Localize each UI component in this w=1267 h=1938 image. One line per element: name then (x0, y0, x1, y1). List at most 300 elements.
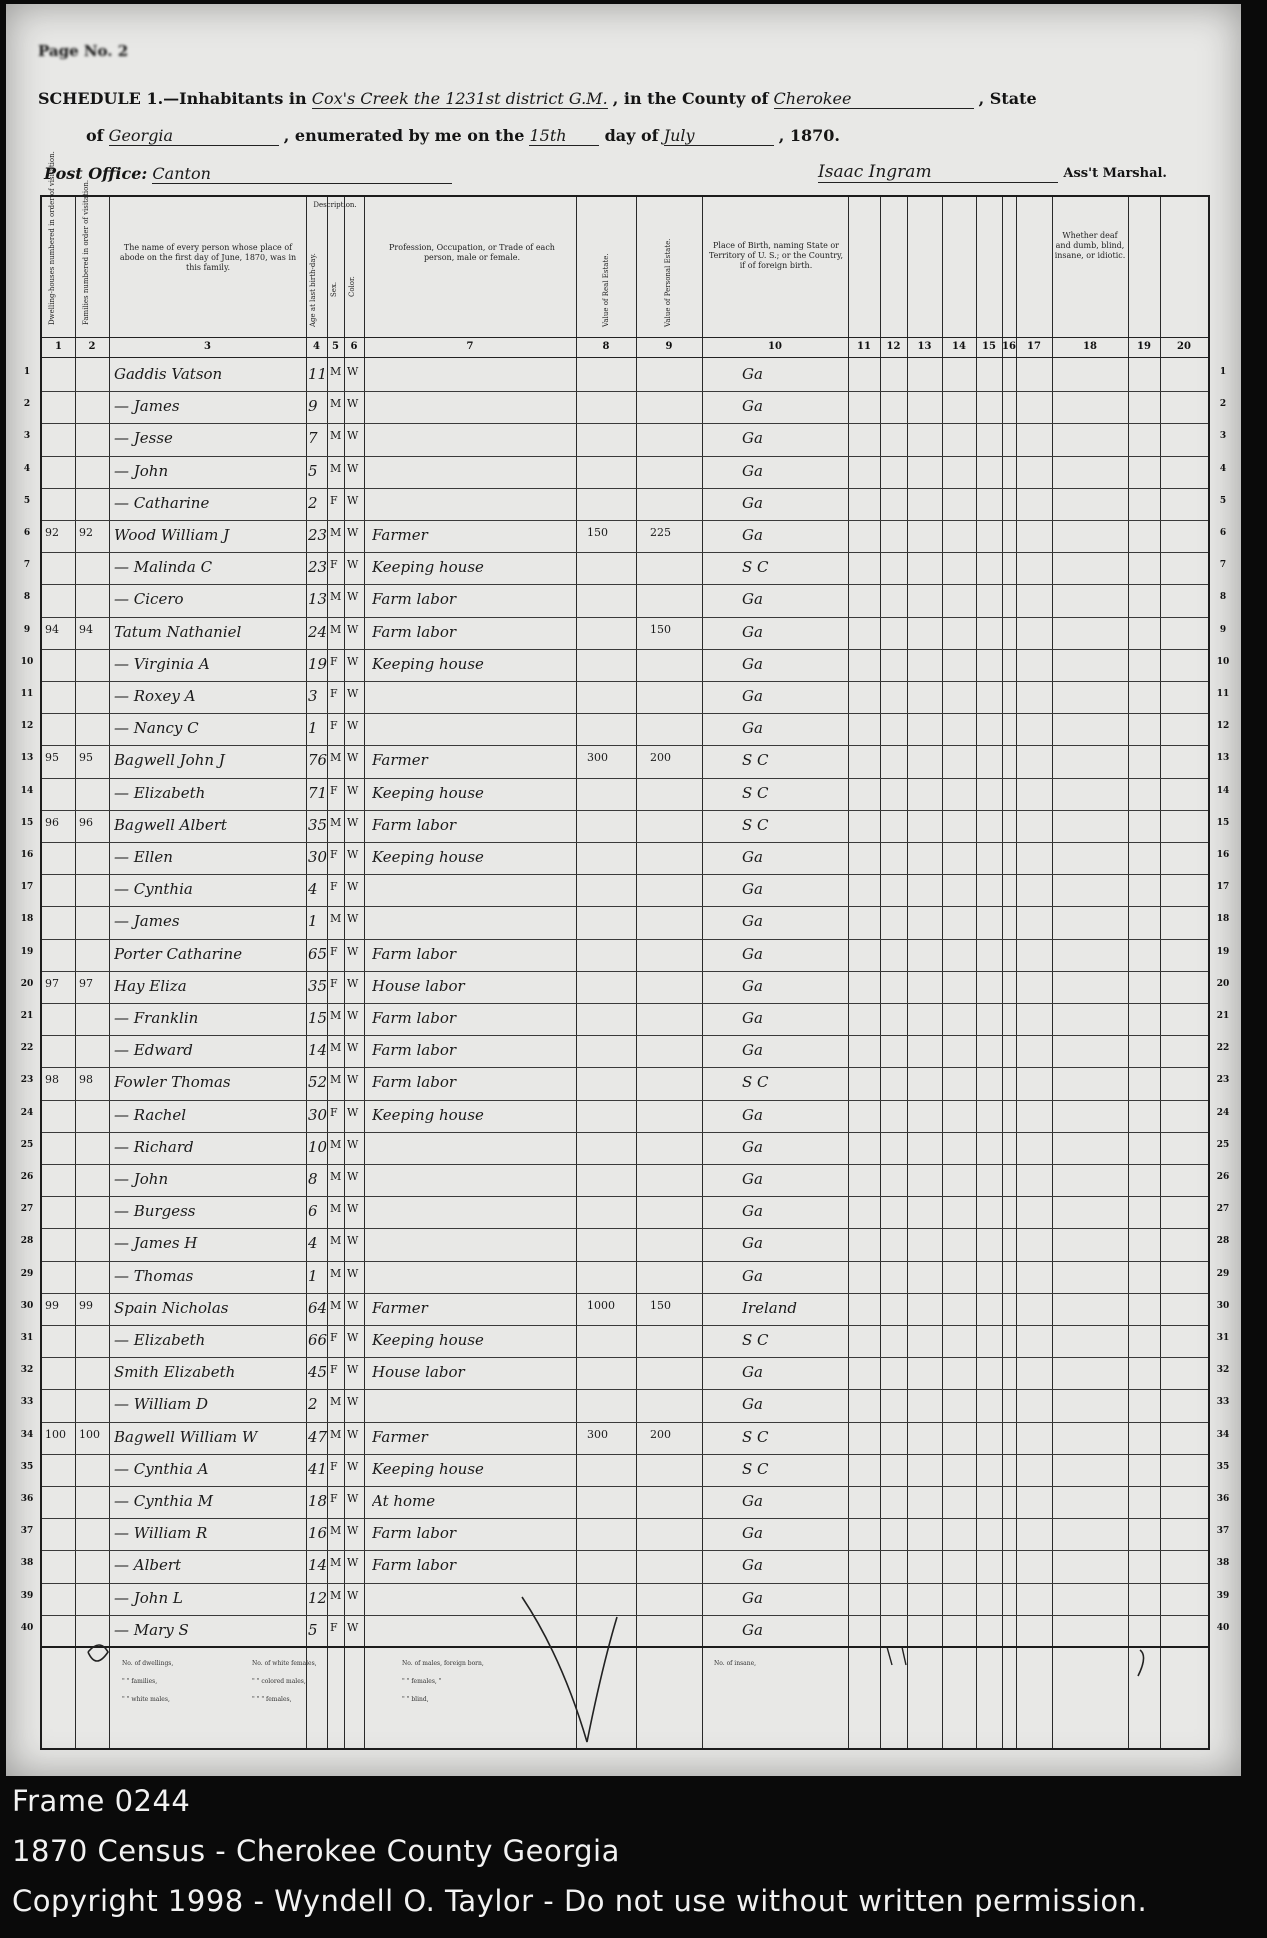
person-age: 3 (308, 687, 318, 705)
person-color: W (347, 1137, 359, 1151)
person-occupation: Keeping house (372, 654, 484, 673)
person-sex: M (330, 751, 342, 765)
person-sex: M (330, 1298, 342, 1312)
schedule-prefix: SCHEDULE 1.—Inhabitants in (38, 89, 307, 108)
row-number-right: 5 (1219, 495, 1227, 506)
row-number-right: 8 (1219, 592, 1227, 603)
column-number: 11 (857, 341, 871, 352)
person-name: — Edward (114, 1041, 193, 1060)
person-name: Spain Nicholas (114, 1298, 229, 1317)
personal-estate-header: Value of Personal Estate. (664, 238, 672, 327)
person-color: W (347, 1620, 359, 1634)
row-number-right: 37 (1216, 1526, 1230, 1537)
person-sex: M (330, 1073, 342, 1087)
birthplace: Ga (742, 365, 763, 383)
person-color: W (347, 1009, 359, 1022)
dwelling-number: 97 (45, 976, 59, 990)
person-age: 2 (308, 493, 318, 512)
real-estate-value: 300 (587, 1427, 608, 1441)
person-sex: F (330, 1459, 338, 1473)
enumerated-label: , enumerated by me on the (283, 126, 525, 145)
row-number: 18 (20, 914, 34, 925)
person-name: — Malinda C (114, 558, 213, 577)
caption-title: 1870 Census - Cherokee County Georgia (12, 1834, 620, 1868)
person-color: W (347, 1556, 359, 1570)
person-name: Bagwell John J (114, 751, 225, 770)
person-name: — Richard (114, 1137, 194, 1156)
person-color: W (347, 1395, 359, 1409)
row-number-right: 11 (1216, 689, 1230, 699)
person-color: W (347, 1298, 359, 1312)
birthplace: Ga (742, 461, 763, 480)
person-sex: M (330, 1170, 342, 1183)
person-name: — Cynthia A (114, 1459, 209, 1478)
row-number: 30 (20, 1300, 34, 1311)
person-color: W (347, 1459, 359, 1473)
person-name: Bagwell Albert (114, 815, 227, 834)
person-color: W (347, 622, 359, 636)
footer-blind: " " blind, (402, 1696, 429, 1703)
person-age: 24 (308, 622, 328, 641)
person-age: 64 (308, 1298, 328, 1317)
row-number-right: 7 (1219, 560, 1227, 571)
person-color: W (347, 397, 359, 411)
row-number: 5 (23, 495, 31, 506)
real-estate-header: Value of Real Estate. (602, 253, 610, 327)
person-occupation: House labor (372, 1363, 465, 1382)
column-number: 12 (886, 341, 901, 352)
column-number: 4 (313, 341, 320, 352)
schedule-line (38, 89, 1037, 109)
person-color: W (347, 654, 359, 668)
person-name: — John (114, 461, 169, 480)
person-name: — Thomas (114, 1266, 194, 1285)
person-age: 1 (308, 719, 318, 738)
personal-estate-value: 150 (650, 622, 671, 636)
row-number-right: 3 (1219, 431, 1227, 442)
person-sex: F (330, 558, 338, 572)
footer-insane: No. of insane, (714, 1660, 757, 1667)
pen-marks (42, 197, 1212, 1752)
column-number: 10 (768, 341, 782, 352)
birthplace: Ga (742, 1202, 763, 1221)
dwelling-header: Dwelling-houses numbered in order of visitation. (48, 151, 56, 325)
person-age: 1 (308, 912, 318, 931)
person-age: 14 (308, 1556, 328, 1575)
birthplace: Ga (742, 848, 763, 866)
row-number-right: 40 (1216, 1622, 1230, 1633)
personal-estate-value: 150 (650, 1298, 671, 1312)
person-occupation: Keeping house (372, 1105, 484, 1124)
person-occupation: Farm labor (372, 1041, 457, 1060)
person-age: 2 (308, 1395, 318, 1414)
person-age: 66 (308, 1331, 328, 1349)
row-number-right: 33 (1216, 1397, 1230, 1408)
person-age: 47 (308, 1427, 328, 1446)
row-number-right: 28 (1216, 1236, 1230, 1247)
occupation-header: Profession, Occupation, or Trade of each person, male or female. (389, 243, 555, 262)
dwelling-number: 92 (45, 526, 59, 539)
person-name: Fowler Thomas (114, 1073, 231, 1092)
person-name: — John (114, 1170, 169, 1188)
row-number: 12 (20, 721, 34, 732)
person-name: — Jesse (114, 429, 173, 448)
family-number: 94 (79, 622, 93, 636)
family-number: 92 (79, 526, 93, 539)
person-color: W (347, 429, 359, 443)
column-number: 8 (602, 341, 610, 352)
person-name: — James (114, 397, 180, 416)
footer-colored-females: " " " females, (252, 1696, 292, 1703)
day-of-label: day of (604, 126, 659, 145)
person-color: W (347, 687, 359, 700)
person-age: 16 (308, 1524, 328, 1543)
birthplace: Ga (742, 1234, 763, 1253)
row-number: 11 (20, 689, 34, 699)
row-number: 28 (20, 1236, 34, 1247)
person-sex: M (330, 590, 342, 604)
row-number-right: 39 (1216, 1590, 1230, 1601)
person-sex: M (330, 622, 342, 636)
row-number: 3 (23, 431, 31, 442)
row-number-right: 14 (1216, 785, 1230, 796)
row-number: 26 (20, 1172, 34, 1182)
person-occupation: Farmer (372, 751, 428, 770)
person-sex: M (330, 1009, 342, 1022)
real-estate-value: 300 (587, 751, 608, 765)
row-number: 17 (20, 882, 34, 893)
person-name: Porter Catharine (114, 944, 243, 963)
person-age: 41 (308, 1459, 328, 1478)
of-label: of (86, 126, 104, 145)
person-age: 52 (308, 1073, 328, 1092)
person-sex: M (330, 1041, 342, 1055)
person-name: Tatum Nathaniel (114, 622, 242, 641)
family-number: 95 (79, 751, 93, 765)
row-number-right: 25 (1216, 1139, 1230, 1150)
person-sex: M (330, 1202, 342, 1216)
person-color: W (347, 944, 359, 958)
person-color: W (347, 1492, 359, 1505)
census-sheet (6, 4, 1241, 1776)
person-occupation: Farm labor (372, 590, 457, 609)
person-sex: F (330, 1492, 338, 1505)
person-color: W (347, 590, 359, 604)
row-number: 39 (20, 1590, 34, 1601)
person-color: W (347, 365, 359, 378)
person-occupation: Farm labor (372, 622, 457, 641)
sex-header: Sex. (330, 281, 338, 297)
person-occupation: Keeping house (372, 1459, 484, 1478)
birthplace: Ga (742, 429, 763, 448)
column-number: 7 (466, 341, 474, 352)
row-number-right: 6 (1219, 528, 1227, 538)
person-sex: M (330, 1427, 342, 1441)
person-color: W (347, 1363, 359, 1377)
person-color: W (347, 1427, 359, 1441)
row-number: 29 (20, 1268, 34, 1279)
column-number: 6 (350, 341, 358, 352)
county-label: , in the County of (612, 89, 769, 108)
person-sex: F (330, 493, 338, 507)
row-number: 32 (20, 1365, 34, 1376)
row-number: 6 (23, 528, 31, 538)
person-sex: F (330, 719, 338, 733)
birthplace: Ireland (742, 1298, 797, 1317)
person-age: 4 (308, 880, 318, 899)
real-estate-value: 1000 (587, 1298, 615, 1312)
row-number: 20 (20, 978, 34, 989)
enumeration-line (86, 126, 840, 146)
state-label: , State (978, 89, 1037, 108)
person-color: W (347, 1524, 359, 1538)
person-color: W (347, 848, 359, 861)
person-occupation: Farmer (372, 526, 428, 544)
row-number: 1 (23, 367, 31, 377)
row-number: 14 (20, 785, 34, 796)
row-number: 7 (23, 560, 31, 571)
row-number: 25 (20, 1139, 34, 1150)
person-sex: M (330, 429, 342, 443)
column-number: 1 (55, 341, 62, 352)
person-age: 19 (308, 654, 328, 673)
row-number-right: 18 (1216, 914, 1230, 925)
person-age: 30 (308, 848, 328, 866)
person-sex: M (330, 1524, 342, 1538)
row-number: 38 (20, 1558, 34, 1569)
person-occupation: Keeping house (372, 558, 484, 577)
row-number-right: 30 (1216, 1300, 1230, 1311)
person-name: Hay Eliza (114, 976, 187, 995)
row-number-right: 12 (1216, 721, 1230, 732)
person-color: W (347, 783, 359, 797)
person-color: W (347, 1202, 359, 1216)
post-office-label: Post Office: (44, 164, 148, 183)
person-age: 5 (308, 461, 318, 480)
person-sex: M (330, 1395, 342, 1409)
person-sex: F (330, 1620, 338, 1634)
dwelling-number: 100 (45, 1427, 66, 1441)
row-number-right: 24 (1216, 1107, 1230, 1118)
row-number: 24 (20, 1107, 34, 1118)
birthplace: Ga (742, 493, 763, 512)
person-name: — Ellen (114, 848, 173, 866)
row-number-right: 34 (1216, 1429, 1230, 1440)
person-color: W (347, 558, 359, 572)
person-color: W (347, 1041, 359, 1055)
column-number: 9 (665, 341, 673, 352)
dwelling-number: 98 (45, 1073, 59, 1087)
row-number: 35 (20, 1461, 34, 1472)
birthplace: Ga (742, 590, 763, 609)
person-age: 15 (308, 1009, 328, 1027)
birthplace: Ga (742, 1363, 763, 1382)
person-age: 8 (308, 1170, 318, 1188)
person-sex: F (330, 783, 338, 797)
person-age: 23 (308, 558, 328, 577)
row-number-right: 1 (1219, 367, 1227, 377)
birthplace: S C (742, 1459, 769, 1478)
birthplace: Ga (742, 1009, 763, 1027)
caption-frame: Frame 0244 (12, 1784, 191, 1818)
person-color: W (347, 719, 359, 733)
footer-males-foreign: No. of males, foreign born, (402, 1660, 484, 1667)
person-sex: M (330, 461, 342, 475)
person-age: 10 (308, 1137, 328, 1156)
person-sex: M (330, 1556, 342, 1570)
row-number-right: 32 (1216, 1365, 1230, 1376)
person-color: W (347, 751, 359, 765)
month-value: July (664, 126, 774, 146)
row-number: 9 (23, 624, 31, 635)
person-name: — Albert (114, 1556, 182, 1575)
column-number: 3 (204, 341, 211, 352)
row-number: 23 (20, 1075, 34, 1086)
person-color: W (347, 815, 359, 829)
person-sex: M (330, 365, 342, 378)
person-age: 30 (308, 1105, 328, 1124)
person-age: 35 (308, 976, 328, 995)
birthplace: Ga (742, 1492, 763, 1510)
person-sex: F (330, 654, 338, 668)
person-color: W (347, 912, 359, 926)
person-age: 7 (308, 429, 318, 448)
person-name: — Nancy C (114, 719, 199, 738)
person-age: 76 (308, 751, 328, 770)
person-color: W (347, 1588, 359, 1602)
person-name: — Catharine (114, 493, 210, 512)
page-number-label: Page No. 2 (38, 42, 129, 60)
person-age: 65 (308, 944, 328, 963)
description-header: Description. (313, 201, 357, 209)
post-office-line (44, 164, 452, 184)
person-occupation: At home (372, 1492, 436, 1510)
birthplace-header: Place of Birth, naming State or Territory of U. S.; or the Country, if of foreign birth. (708, 241, 844, 270)
family-number: 96 (79, 815, 93, 829)
person-sex: M (330, 397, 342, 411)
person-age: 45 (308, 1363, 328, 1382)
row-number: 16 (20, 850, 34, 860)
family-number: 98 (79, 1073, 93, 1087)
row-number-right: 20 (1216, 978, 1230, 989)
row-number: 19 (20, 946, 34, 957)
person-occupation: Farmer (372, 1427, 428, 1446)
person-name: Wood William J (114, 526, 230, 544)
row-number: 34 (20, 1429, 34, 1440)
person-name: Smith Elizabeth (114, 1363, 236, 1382)
birthplace: Ga (742, 1556, 763, 1575)
row-number-right: 22 (1216, 1043, 1230, 1054)
family-number: 97 (79, 976, 93, 990)
person-age: 6 (308, 1202, 318, 1221)
person-occupation: Farm labor (372, 1556, 457, 1575)
person-age: 4 (308, 1234, 318, 1253)
person-name: — Mary S (114, 1620, 189, 1639)
person-name: — Cicero (114, 590, 184, 609)
birthplace: Ga (742, 1395, 763, 1414)
person-name: — James (114, 912, 180, 931)
state-value: Georgia (109, 126, 279, 146)
person-sex: M (330, 1588, 342, 1602)
birthplace: Ga (742, 687, 763, 705)
row-number-right: 10 (1216, 656, 1230, 667)
row-number: 4 (23, 463, 31, 474)
frame-caption (12, 1776, 1262, 1926)
real-estate-value: 150 (587, 526, 608, 539)
row-number-right: 35 (1216, 1461, 1230, 1472)
person-color: W (347, 526, 359, 539)
birthplace: Ga (742, 1620, 763, 1639)
person-age: 23 (308, 526, 328, 544)
row-number-right: 13 (1216, 753, 1230, 764)
person-name: — Rachel (114, 1105, 187, 1124)
personal-estate-value: 200 (650, 1427, 671, 1441)
person-name: — Franklin (114, 1009, 199, 1027)
person-name: — Elizabeth (114, 783, 206, 802)
birthplace: Ga (742, 880, 763, 899)
color-header: Color. (348, 276, 356, 297)
row-number-right: 38 (1216, 1558, 1230, 1569)
birthplace: Ga (742, 1137, 763, 1156)
row-number: 40 (20, 1622, 34, 1633)
family-number: 100 (79, 1427, 100, 1441)
family-header: Families numbered in order of visitation. (82, 179, 90, 325)
person-age: 35 (308, 815, 328, 834)
person-sex: M (330, 1137, 342, 1151)
age-header: Age at last birth-day. (309, 253, 317, 327)
person-sex: F (330, 687, 338, 700)
year-label: , 1870. (778, 126, 840, 145)
person-name: — John L (114, 1588, 183, 1607)
person-age: 9 (308, 397, 318, 416)
person-occupation: Farmer (372, 1298, 428, 1317)
person-name: — William R (114, 1524, 208, 1543)
person-name: Bagwell William W (114, 1427, 258, 1446)
person-name: — Cynthia M (114, 1492, 213, 1510)
person-name: — Virginia A (114, 654, 210, 673)
row-number: 33 (20, 1397, 34, 1408)
person-color: W (347, 1234, 359, 1248)
row-number-right: 2 (1219, 399, 1227, 410)
person-sex: F (330, 944, 338, 958)
dwelling-number: 99 (45, 1298, 59, 1312)
row-number-right: 27 (1216, 1204, 1230, 1215)
row-number: 31 (20, 1333, 34, 1343)
birthplace: Ga (742, 622, 763, 641)
person-occupation: Keeping house (372, 848, 484, 866)
row-number: 27 (20, 1204, 34, 1215)
person-color: W (347, 1170, 359, 1183)
dwelling-number: 94 (45, 622, 59, 636)
column-number: 5 (332, 341, 339, 352)
person-sex: M (330, 1234, 342, 1248)
caption-copyright: Copyright 1998 - Wyndell O. Taylor - Do not use without written permission. (12, 1884, 1148, 1918)
person-age: 12 (308, 1588, 328, 1607)
row-number-right: 23 (1216, 1075, 1230, 1086)
birthplace: Ga (742, 976, 763, 995)
person-name: — William D (114, 1395, 209, 1414)
row-number-right: 4 (1219, 463, 1227, 474)
person-sex: M (330, 1266, 342, 1280)
column-number: 15 (982, 341, 996, 352)
person-sex: F (330, 976, 338, 990)
person-occupation: Farm labor (372, 1009, 457, 1027)
marshal-line (818, 162, 1167, 183)
row-number-right: 21 (1216, 1011, 1230, 1021)
district-value: Cox's Creek the 1231st district G.M. (311, 89, 608, 108)
marshal-label: Ass't Marshal. (1063, 166, 1167, 181)
person-occupation: House labor (372, 976, 465, 995)
